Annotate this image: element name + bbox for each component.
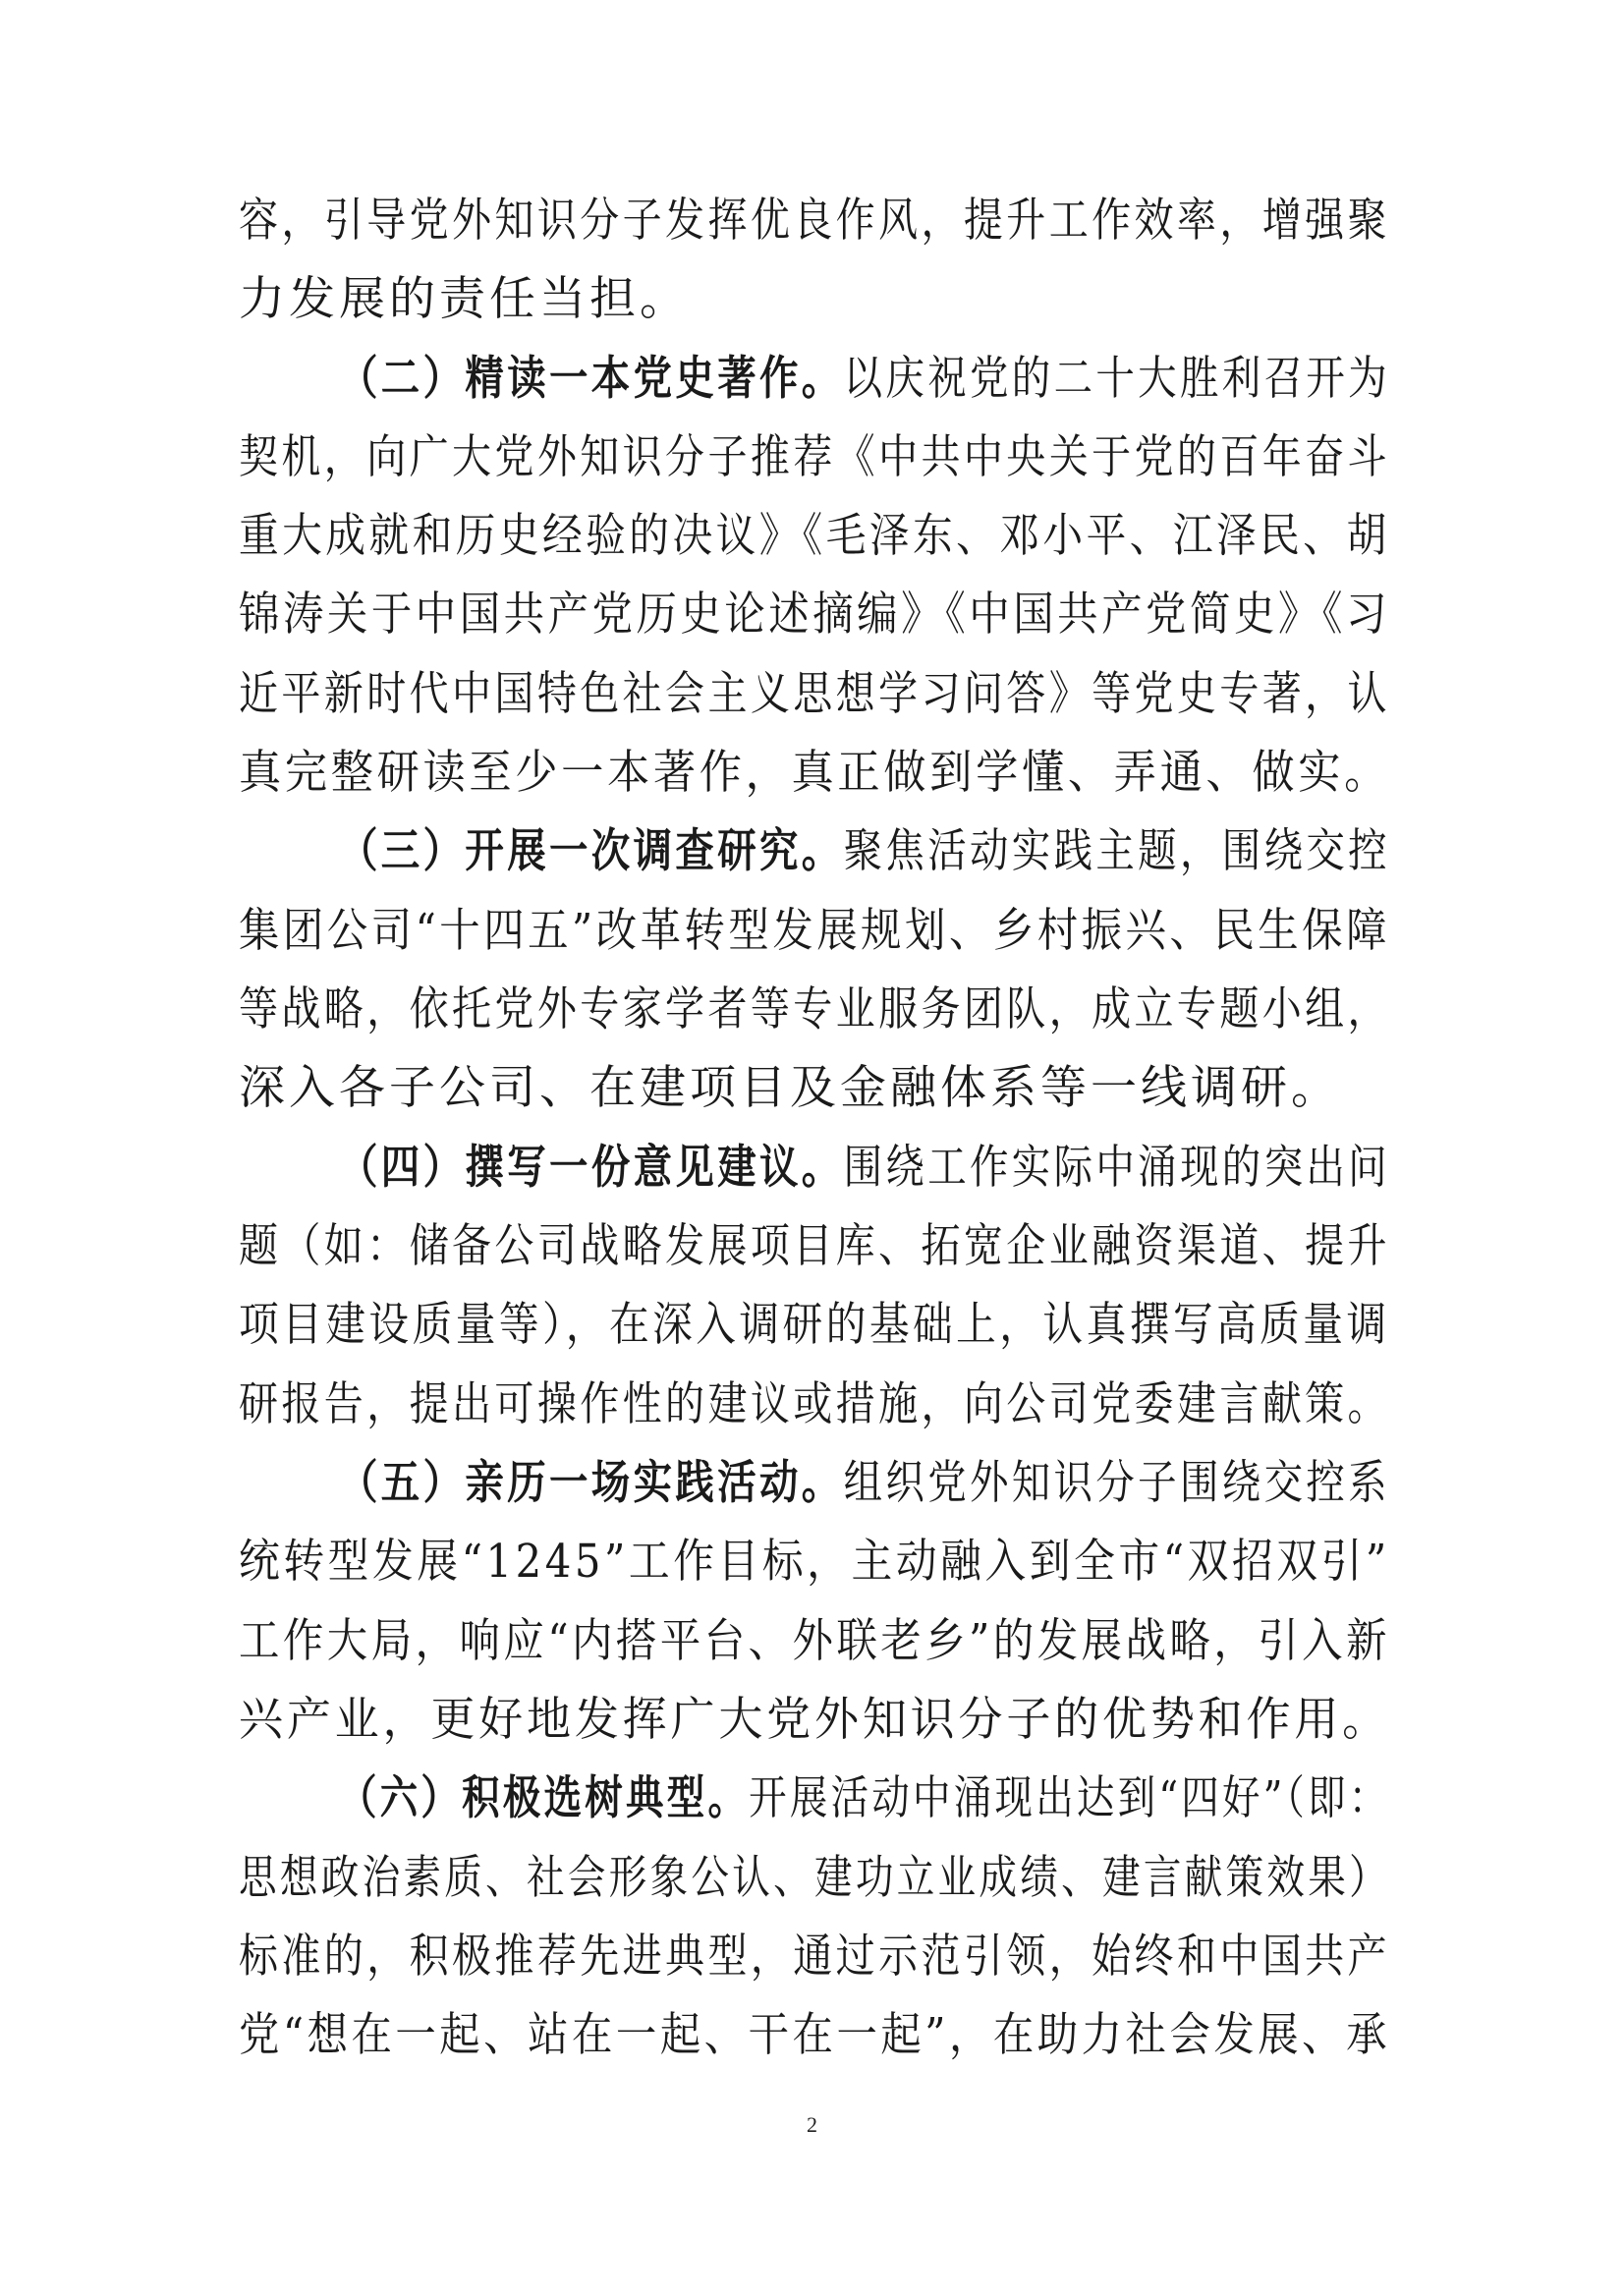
text-line: 容，引导党外知识分子发挥优良作风，提升工作效率，增强聚 — [239, 194, 1390, 248]
paragraph-first-line — [339, 1769, 1390, 1828]
paragraph-first-line — [339, 822, 1390, 881]
text-span: 聚焦活动实践主题，围绕交控 — [843, 824, 1390, 878]
text-line: 研报告，提出可操作性的建议或措施，向公司党委建言献策。 — [239, 1377, 1390, 1431]
text-line: 等战略，依托党外专家学者等专业服务团队，成立专题小组， — [239, 982, 1390, 1036]
section-heading: （六）积极选树典型。 — [339, 1771, 750, 1825]
text-line: 深入各子公司、在建项目及金融体系等一线调研。 — [239, 1061, 1341, 1115]
paragraph-first-line — [339, 350, 1390, 409]
section-heading: （四）撰写一份意见建议。 — [339, 1141, 844, 1195]
text-line: 工作大局，响应“内搭平台、外联老乡”的发展战略，引入新 — [239, 1614, 1391, 1668]
text-span: 以庆祝党的二十大胜利召开为 — [843, 352, 1390, 406]
text-line: 力发展的责任当担。 — [239, 272, 690, 326]
text-line: 题（如：储备公司战略发展项目库、拓宽企业融资渠道、提升 — [239, 1219, 1390, 1273]
text-span: 围绕工作实际中涌现的突出问 — [843, 1141, 1390, 1195]
section-heading: （二）精读一本党史著作。 — [339, 352, 844, 406]
text-line: 锦涛关于中国共产党历史论述摘编》《中国共产党简史》《习 — [239, 588, 1390, 642]
text-span: 开展活动中涌现出达到“四好”（即： — [749, 1771, 1390, 1825]
text-line: 项目建设质量等），在深入调研的基础上，认真撰写高质量调 — [239, 1298, 1390, 1352]
text-line: 重大成就和历史经验的决议》《毛泽东、邓小平、江泽民、胡 — [239, 509, 1390, 563]
section-heading: （五）亲历一场实践活动。 — [339, 1456, 844, 1510]
text-line: 集团公司“十四五”改革转型发展规划、乡村振兴、民生保障 — [239, 904, 1391, 958]
text-line: 契机，向广大党外知识分子推荐《中共中央关于党的百年奋斗 — [239, 430, 1390, 484]
text-line: 统转型发展“1245”工作目标，主动融入到全市“双招双引” — [239, 1535, 1390, 1589]
section-heading: （三）开展一次调查研究。 — [339, 824, 844, 878]
text-line: 兴产业，更好地发挥广大党外知识分子的优势和作用。 — [239, 1693, 1390, 1747]
text-line: 真完整研读至少一本著作，真正做到学懂、弄通、做实。 — [239, 746, 1390, 800]
page-number: 2 — [807, 2112, 817, 2137]
text-span: 组织党外知识分子围绕交控系 — [843, 1456, 1390, 1510]
text-line: 思想政治素质、社会形象公认、建功立业成绩、建言献策效果） — [239, 1851, 1390, 1905]
paragraph-first-line — [339, 1454, 1390, 1513]
text-line: 党“想在一起、站在一起、干在一起”，在助力社会发展、承 — [239, 2008, 1391, 2062]
paragraph-first-line — [339, 1139, 1390, 1198]
text-line: 近平新时代中国特色社会主义思想学习问答》等党史专著，认 — [239, 667, 1390, 721]
text-line: 标准的，积极推荐先进典型，通过示范引领，始终和中国共产 — [239, 1930, 1390, 1984]
